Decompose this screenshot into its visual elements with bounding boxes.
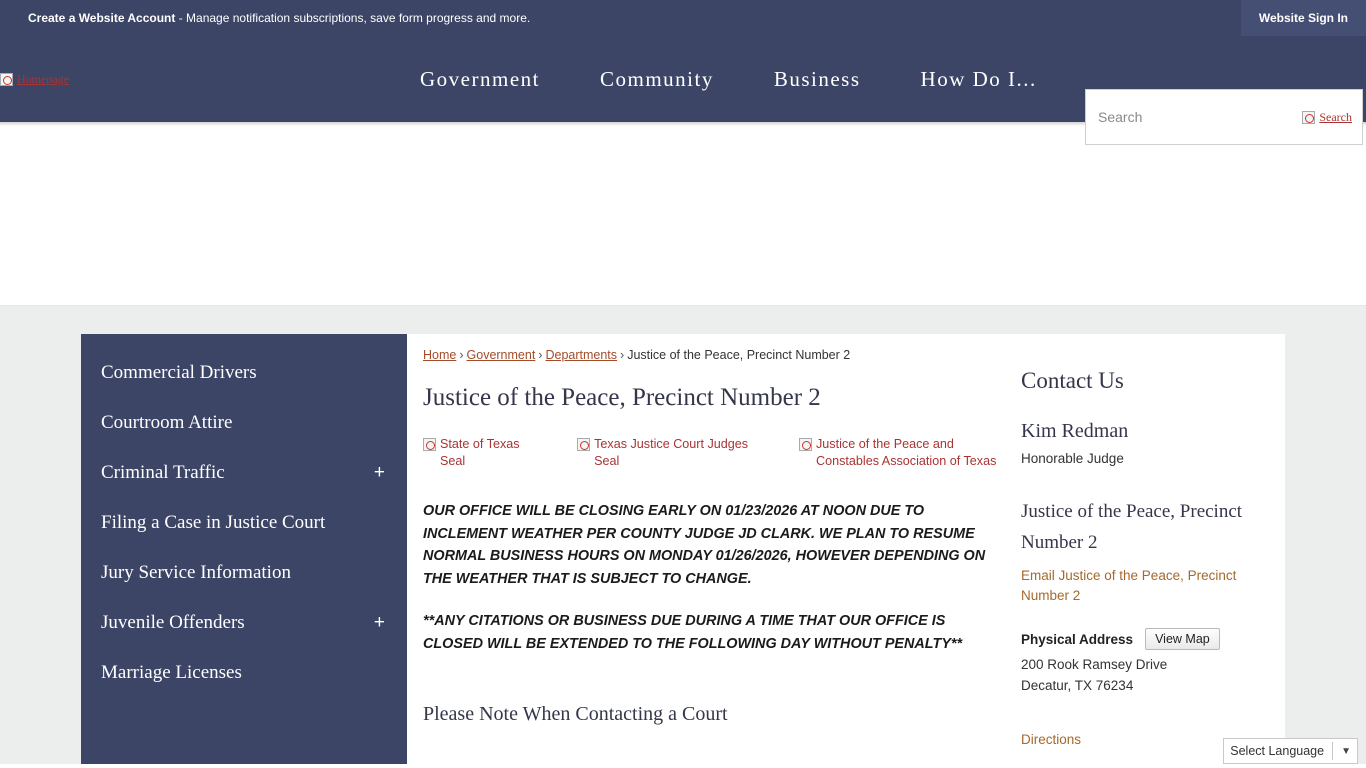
- page-title: Justice of the Peace, Precinct Number 2: [423, 384, 821, 411]
- breadcrumb-separator: ›: [459, 348, 464, 362]
- sidebar-item-marriage-licenses[interactable]: [81, 648, 407, 698]
- contact-person-role: Honorable Judge: [1021, 451, 1124, 466]
- nav-item-government[interactable]: Government: [420, 66, 540, 91]
- create-account-text: [0, 11, 530, 25]
- sidebar-item-courtroom-attire[interactable]: [81, 398, 407, 448]
- website-sign-in-button[interactable]: Website Sign In: [1241, 0, 1366, 36]
- sidebar-item-commercial-drivers[interactable]: [81, 348, 407, 398]
- sidebar-item-label: Marriage Licenses: [101, 662, 242, 683]
- sidebar-item-filing-a-case[interactable]: [81, 498, 407, 548]
- main-navigation: [0, 36, 1366, 122]
- nav-item-how-do-i[interactable]: How Do I...: [920, 66, 1037, 91]
- search-input[interactable]: [1096, 108, 1302, 126]
- sidebar-item-jury-service-information[interactable]: [81, 548, 407, 598]
- sidebar-item-label: Jury Service Information: [101, 562, 291, 583]
- nav-links: [390, 67, 1067, 92]
- breadcrumb-departments[interactable]: Departments: [545, 348, 618, 362]
- contact-department: Justice of the Peace, Precinct Number 2: [1021, 501, 1243, 553]
- language-selector-label: Select Language: [1230, 744, 1325, 758]
- address-line-2: Decatur, TX 76234: [1021, 678, 1134, 693]
- email-department-link[interactable]: Email Justice of the Peace, Precinct Number 2: [1021, 568, 1237, 603]
- search-box[interactable]: [1085, 89, 1363, 145]
- nav-item-business[interactable]: Business: [773, 66, 861, 91]
- banner-area: [0, 126, 1366, 306]
- create-account-link[interactable]: Create a Website Account: [28, 11, 176, 25]
- sidebar-item-label: Courtroom Attire: [101, 412, 233, 433]
- breadcrumb-current: Justice of the Peace, Precinct Number 2: [627, 348, 851, 362]
- search-icon[interactable]: [1302, 110, 1352, 124]
- utility-bar: [0, 0, 1366, 36]
- address-line-1: 200 Rook Ramsey Drive: [1021, 657, 1168, 672]
- breadcrumb-government[interactable]: Government: [466, 348, 536, 362]
- homepage-logo-alt-text: Homepage: [17, 72, 69, 86]
- jp-constables-association-image: [799, 436, 1009, 470]
- view-map-button[interactable]: View Map: [1145, 628, 1220, 650]
- expand-icon[interactable]: +: [373, 612, 385, 633]
- sidebar-item-label: Juvenile Offenders: [101, 612, 245, 633]
- broken-image-icon: [799, 438, 812, 451]
- sidebar-item-label: Filing a Case in Justice Court: [101, 512, 326, 533]
- contact-us-heading: Contact Us: [1021, 368, 1124, 393]
- physical-address-header: [1021, 628, 1261, 650]
- broken-image-icon: [577, 438, 590, 451]
- section-subheading: Please Note When Contacting a Court: [423, 703, 728, 725]
- contact-person-name: Kim Redman: [1021, 420, 1129, 442]
- physical-address-label: Physical Address: [1021, 631, 1134, 647]
- page-container: [81, 334, 1285, 764]
- image-alt-text: Texas Justice Court Judges Seal: [594, 437, 749, 468]
- breadcrumb: [423, 348, 1009, 362]
- closure-notice: OUR OFFICE WILL BE CLOSING EARLY ON 01/23/2026 AT NOON DUE TO INCLEMENT WEATHER PER COUNTY JUDGE JD CLARK. WE PLAN TO RESUME NORMAL BUSINESS HOURS ON MONDAY 01/26/2026, HOWEVER DEPENDING ON THE WEATHER THAT IS SUBJECT TO CHANGE.: [423, 503, 986, 587]
- language-selector[interactable]: [1223, 738, 1358, 764]
- sidebar-item-juvenile-offenders[interactable]: [81, 598, 407, 648]
- search-button-alt-text: Search: [1319, 110, 1352, 124]
- main-column: [423, 348, 1021, 764]
- seal-image-row: [423, 436, 1009, 470]
- breadcrumb-home[interactable]: Home: [423, 348, 457, 362]
- image-alt-text: State of Texas Seal: [440, 437, 520, 468]
- breadcrumb-separator: ›: [538, 348, 543, 362]
- divider: [1332, 742, 1333, 760]
- content-panel: [407, 334, 1285, 764]
- expand-icon[interactable]: +: [373, 462, 385, 483]
- site-logo[interactable]: [0, 67, 230, 91]
- directions-link[interactable]: Directions: [1021, 732, 1082, 747]
- page-body: [0, 306, 1366, 764]
- sidebar-item-criminal-traffic[interactable]: [81, 448, 407, 498]
- sidebar-item-label: Criminal Traffic: [101, 462, 225, 483]
- create-account-description: - Manage notification subscriptions, save form progress and more.: [175, 11, 531, 25]
- nav-item-community[interactable]: Community: [599, 66, 714, 91]
- chevron-down-icon[interactable]: ▼: [1341, 745, 1351, 757]
- homepage-logo-broken-image[interactable]: [0, 72, 69, 86]
- sidebar-menu: [81, 334, 407, 764]
- texas-justice-court-judges-seal-image: [577, 436, 759, 470]
- broken-image-icon: [1302, 111, 1315, 124]
- broken-image-icon: [423, 438, 436, 451]
- penalty-notice: **ANY CITATIONS OR BUSINESS DUE DURING A TIME THAT OUR OFFICE IS CLOSED WILL BE EXTENDED TO THE FOLLOWING DAY WITHOUT PENALTY**: [423, 613, 963, 652]
- state-of-texas-seal-image: [423, 436, 537, 470]
- broken-image-icon: [0, 73, 13, 86]
- contact-us-panel: [1021, 348, 1261, 764]
- breadcrumb-separator: ›: [620, 348, 625, 362]
- image-alt-text: Justice of the Peace and Constables Association of Texas: [816, 437, 997, 468]
- sidebar-item-label: Commercial Drivers: [101, 362, 257, 383]
